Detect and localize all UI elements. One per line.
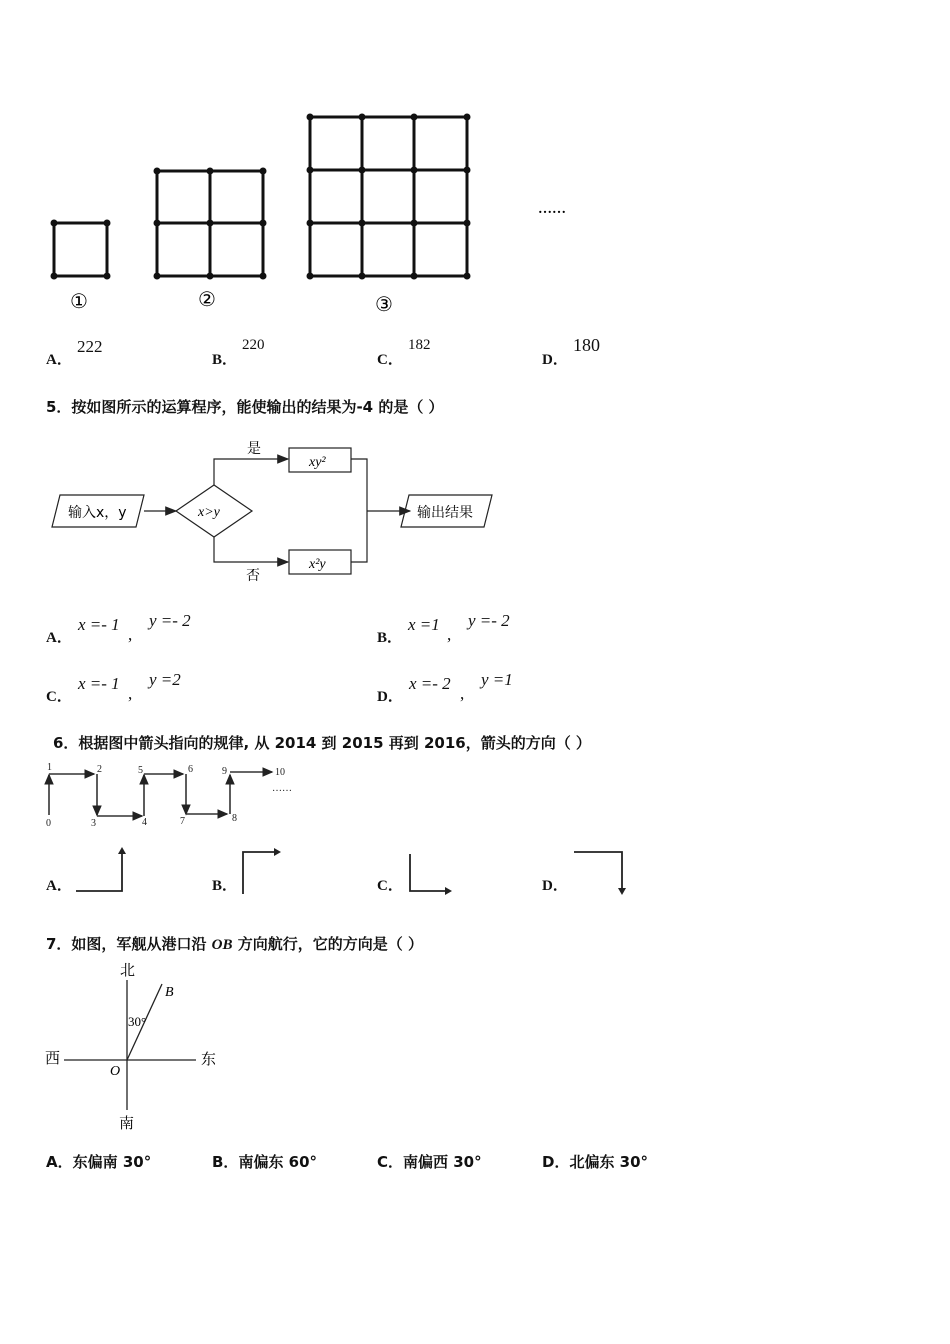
compass-east: 东 bbox=[201, 1050, 217, 1068]
option-sep: , bbox=[460, 684, 465, 703]
grid-1x1 bbox=[54, 223, 107, 276]
no-label: 否 bbox=[246, 568, 260, 584]
seq-num-7: 7 bbox=[180, 816, 185, 827]
option-letter: D． bbox=[542, 352, 568, 368]
seq-num-9: 9 bbox=[222, 766, 227, 777]
no-box-text: x²y bbox=[309, 557, 326, 572]
q7-option-d[interactable] bbox=[542, 1151, 648, 1172]
option-letter: C． bbox=[46, 689, 72, 705]
yes-box-text: xy² bbox=[309, 455, 326, 470]
q6-arrow-pattern bbox=[44, 760, 304, 830]
yes-label: 是 bbox=[247, 441, 261, 457]
option-sep: , bbox=[447, 625, 452, 644]
option-letter: C． bbox=[377, 352, 403, 368]
compass-point-b: B bbox=[165, 985, 174, 1000]
option-value: 220 bbox=[242, 337, 265, 353]
q6-stem: 6．根据图中箭头指向的规律, 从 2014 到 2015 再到 2016，箭头的方向（ ） bbox=[53, 734, 591, 752]
option-x: x =1 bbox=[408, 615, 440, 634]
option-text: 南偏东 60° bbox=[238, 1153, 318, 1171]
seq-num-0: 0 bbox=[46, 818, 51, 829]
arrow-right-down-icon bbox=[572, 846, 628, 898]
arrow-up-right-icon bbox=[236, 846, 284, 896]
option-letter: C． bbox=[377, 1153, 404, 1171]
q7-stem-suffix: 方向航行，它的方向是（ ） bbox=[232, 935, 423, 953]
arrow-right-up-icon bbox=[74, 846, 130, 896]
option-value: 182 bbox=[408, 337, 431, 353]
q7-stem bbox=[46, 933, 423, 954]
option-y: y =- 2 bbox=[468, 611, 510, 630]
q5-stem: 5．按如图所示的运算程序，能使输出的结果为-4 的是（ ） bbox=[46, 398, 444, 416]
q4-grid-figure bbox=[44, 105, 604, 320]
option-text: 东偏南 30° bbox=[72, 1153, 152, 1171]
option-letter: B． bbox=[212, 352, 238, 368]
q5-flowchart bbox=[44, 435, 504, 590]
option-letter: B． bbox=[212, 878, 238, 894]
option-y: y =1 bbox=[481, 670, 513, 689]
option-letter: A． bbox=[46, 630, 72, 646]
seq-num-2: 2 bbox=[97, 764, 102, 775]
compass-north: 北 bbox=[120, 961, 136, 979]
option-sep: , bbox=[128, 684, 133, 703]
seq-num-3: 3 bbox=[91, 818, 96, 829]
figure-label-1: ① bbox=[70, 291, 88, 313]
figure-ellipsis: …… bbox=[538, 202, 566, 217]
option-x: x =- 1 bbox=[78, 615, 120, 634]
seq-num-4: 4 bbox=[142, 817, 147, 828]
option-letter: C． bbox=[377, 878, 403, 894]
seq-num-8: 8 bbox=[232, 813, 237, 824]
option-letter: B． bbox=[212, 1153, 239, 1171]
output-text: 输出结果 bbox=[417, 505, 473, 521]
q7-option-c[interactable] bbox=[377, 1151, 482, 1172]
option-letter: A． bbox=[46, 878, 72, 894]
option-letter: A． bbox=[46, 1153, 73, 1171]
option-x: x =- 2 bbox=[409, 674, 451, 693]
seq-num-1: 1 bbox=[47, 762, 52, 773]
seq-num-5: 5 bbox=[138, 765, 143, 776]
option-value: 222 bbox=[77, 337, 103, 356]
q7-option-a[interactable] bbox=[46, 1151, 151, 1172]
q7-stem-var: OB bbox=[211, 937, 233, 953]
grid-3x3 bbox=[310, 117, 467, 276]
figure-label-2: ② bbox=[198, 289, 216, 311]
arrow-down-right-icon bbox=[403, 852, 455, 898]
option-letter: D． bbox=[377, 689, 403, 705]
option-letter: D． bbox=[542, 1153, 570, 1171]
option-letter: A． bbox=[46, 352, 72, 368]
option-letter: B． bbox=[377, 630, 403, 646]
option-y: y =- 2 bbox=[149, 611, 191, 630]
figure-label-3: ③ bbox=[375, 294, 393, 316]
q7-option-b[interactable] bbox=[212, 1151, 317, 1172]
option-text: 南偏西 30° bbox=[403, 1153, 482, 1171]
option-y: y =2 bbox=[149, 670, 181, 689]
option-sep: , bbox=[128, 625, 133, 644]
compass-south: 南 bbox=[119, 1114, 135, 1132]
q7-compass-figure bbox=[44, 960, 234, 1135]
option-letter: D． bbox=[542, 878, 568, 894]
compass-west: 西 bbox=[45, 1049, 61, 1067]
compass-origin: O bbox=[110, 1064, 121, 1079]
option-x: x =- 1 bbox=[78, 674, 120, 693]
seq-num-10: 10 bbox=[275, 767, 285, 778]
input-text: 输入x，y bbox=[68, 505, 127, 521]
option-text: 北偏东 30° bbox=[569, 1153, 649, 1171]
condition-text: x>y bbox=[198, 505, 220, 520]
q7-stem-prefix: 7．如图，军舰从港口沿 bbox=[46, 935, 212, 953]
seq-ellipsis: …… bbox=[272, 783, 292, 794]
seq-num-6: 6 bbox=[188, 764, 193, 775]
option-value: 180 bbox=[573, 335, 600, 355]
compass-angle: 30° bbox=[128, 1014, 147, 1029]
